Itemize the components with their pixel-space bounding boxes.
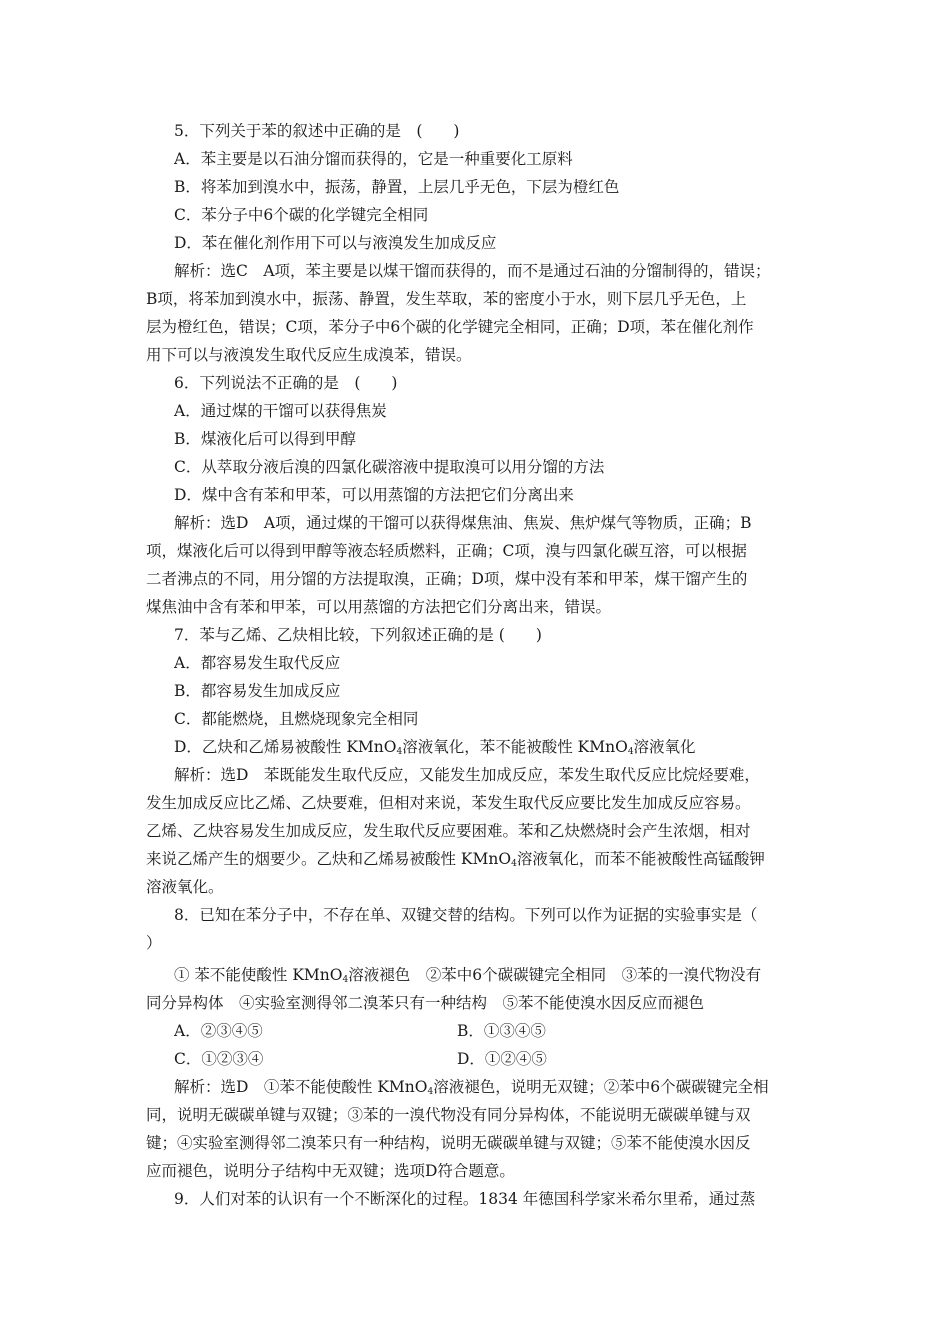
question-9-stem: 9．人们对苯的认识有一个不断深化的过程。1834 年德国科学家米希尔里希，通过蒸 bbox=[174, 1190, 756, 1208]
question-6-analysis-line: 煤焦油中含有苯和甲苯，可以用蒸馏的方法把它们分离出来，错误。 bbox=[146, 598, 612, 616]
question-8-options-row bbox=[146, 1045, 812, 1073]
question-8-option-a: A．②③④⑤ bbox=[174, 1022, 263, 1040]
question-8-options-row bbox=[146, 1017, 812, 1045]
question-6-option-d: D．煤中含有苯和甲苯，可以用蒸馏的方法把它们分离出来 bbox=[174, 486, 574, 504]
question-8-analysis-line: 同，说明无碳碳单键与双键；③苯的一溴代物没有同分异构体，不能说明无碳碳单键与双 bbox=[146, 1106, 751, 1124]
question-8-stem: 8．已知在苯分子中，不存在单、双键交替的结构。下列可以作为证据的实验事实是（ bbox=[174, 906, 758, 924]
question-5-analysis-line: 层为橙红色，错误；C项，苯分子中6个碳的化学键完全相同，正确；D项，苯在催化剂作 bbox=[146, 318, 754, 336]
question-6-option-b: B．煤液化后可以得到甲醇 bbox=[174, 430, 356, 448]
question-8-option-c: C．①②③④ bbox=[174, 1050, 264, 1068]
question-6-option-c: C．从萃取分液后溴的四氯化碳溶液中提取溴可以用分馏的方法 bbox=[174, 458, 605, 476]
question-6-stem: 6．下列说法不正确的是 ( ) bbox=[174, 374, 398, 392]
question-5-analysis-line: 用下可以与液溴发生取代反应生成溴苯，错误。 bbox=[146, 346, 472, 364]
question-5-option-d: D．苯在催化剂作用下可以与液溴发生加成反应 bbox=[174, 234, 497, 252]
question-5-option-a: A．苯主要是以石油分馏而获得的，它是一种重要化工原料 bbox=[174, 150, 573, 168]
question-7-option-b: B．都容易发生加成反应 bbox=[174, 682, 341, 700]
question-7-analysis-line: 解析：选D 苯既能发生取代反应，又能发生加成反应，苯发生取代反应比烷烃要难， bbox=[174, 766, 760, 784]
question-6-option-a: A．通过煤的干馏可以获得焦炭 bbox=[174, 402, 387, 420]
question-8-stem-end: ） bbox=[146, 934, 162, 952]
question-8-analysis-line: 键；④实验室测得邻二溴苯只有一种结构，说明无碳碳单键与双键；⑤苯不能使溴水因反 bbox=[146, 1134, 751, 1152]
question-7-option-d: D．乙炔和乙烯易被酸性 KMnO$_4$溶液氧化，苯不能被酸性 KMnO$_4$溶液氧化 bbox=[174, 738, 696, 757]
document-page bbox=[146, 117, 812, 1213]
question-7-option-a: A．都容易发生取代反应 bbox=[174, 654, 341, 672]
question-8-option-d: D．①②④⑤ bbox=[457, 1050, 547, 1068]
question-6-analysis-line: 二者沸点的不同，用分馏的方法提取溴，正确；D项，煤中没有苯和甲苯，煤干馏产生的 bbox=[146, 570, 748, 588]
question-7-stem: 7．苯与乙烯、乙炔相比较，下列叙述正确的是 ( ) bbox=[174, 626, 542, 644]
question-7-option-c: C．都能燃烧，且燃烧现象完全相同 bbox=[174, 710, 419, 728]
question-7-analysis-line: 乙烯、乙炔容易发生加成反应，发生取代反应要困难。苯和乙炔燃烧时会产生浓烟，相对 bbox=[146, 822, 751, 840]
question-5-stem: 5．下列关于苯的叙述中正确的是 ( ) bbox=[174, 122, 460, 140]
question-8-analysis-line: 解析：选D ①苯不能使酸性 KMnO$_4$溶液褪色，说明无双键；②苯中6个碳碳键完全相 bbox=[174, 1078, 769, 1097]
question-7-analysis-line: 发生加成反应比乙烯、乙炔要难，但相对来说，苯发生取代反应要比发生加成反应容易。 bbox=[146, 794, 751, 812]
question-8-analysis-line: 应而褪色，说明分子结构中无双键；选项D符合题意。 bbox=[146, 1162, 515, 1180]
question-8-facts: ① 苯不能使酸性 KMnO$_4$溶液褪色 ②苯中6个碳碳键完全相同 ③苯的一溴代物没有 bbox=[174, 966, 762, 985]
question-6-analysis-line: 解析：选D A项，通过煤的干馏可以获得煤焦油、焦炭、焦炉煤气等物质，正确；B bbox=[174, 514, 752, 532]
question-5-analysis-line: 解析：选C A项，苯主要是以煤干馏而获得的，而不是通过石油的分馏制得的，错误； bbox=[174, 262, 771, 280]
question-5-analysis-line: B项，将苯加到溴水中，振荡、静置，发生萃取，苯的密度小于水，则下层几乎无色，上 bbox=[146, 290, 747, 308]
question-7-analysis-line: 来说乙烯产生的烟要少。乙炔和乙烯易被酸性 KMnO$_4$溶液氧化，而苯不能被酸性高锰酸钾 bbox=[146, 850, 765, 869]
question-5-option-b: B．将苯加到溴水中，振荡，静置，上层几乎无色，下层为橙红色 bbox=[174, 178, 620, 196]
question-8-facts: 同分异构体 ④实验室测得邻二溴苯只有一种结构 ⑤苯不能使溴水因反应而褪色 bbox=[146, 994, 705, 1012]
question-5-option-c: C．苯分子中6个碳的化学键完全相同 bbox=[174, 206, 429, 224]
question-7-analysis-line: 溶液氧化。 bbox=[146, 878, 224, 896]
question-6-analysis-line: 项，煤液化后可以得到甲醇等液态轻质燃料，正确；C项，溴与四氯化碳互溶，可以根据 bbox=[146, 542, 747, 560]
question-8-option-b: B．①③④⑤ bbox=[457, 1022, 546, 1040]
